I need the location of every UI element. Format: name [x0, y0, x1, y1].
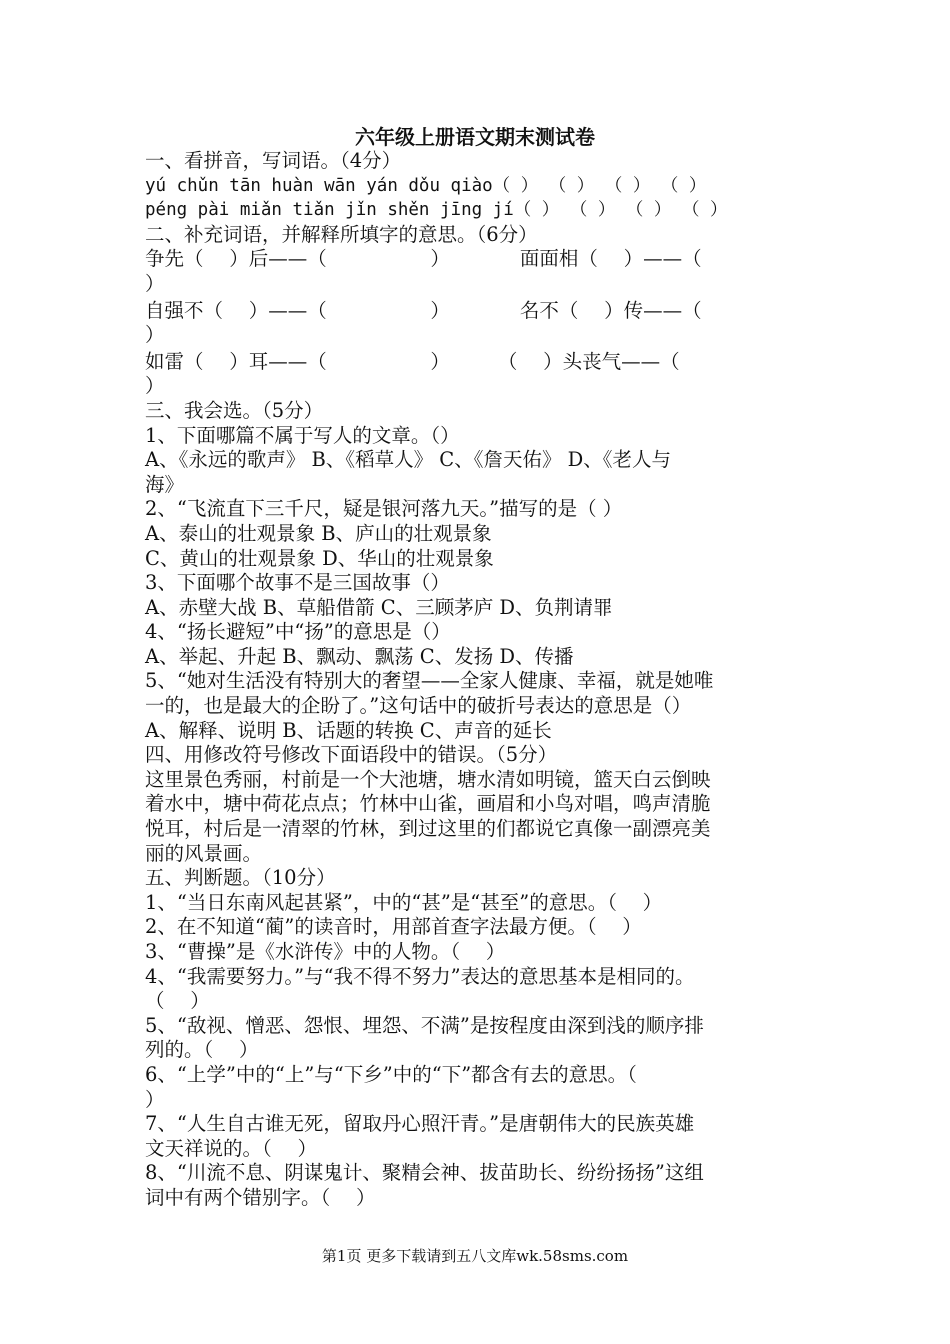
judgment-item: 1、“当日东南风起甚紧”，中的“甚”是“甚至”的意思。（ ） — [145, 890, 663, 914]
question: 1、下面哪篇不属于写人的文章。（） — [145, 423, 460, 447]
question-options: A、赤壁大战 B、草船借箭 C、三顾茅庐 D、负荆请罪 — [145, 595, 613, 619]
judgment-item: 词中有两个错别字。（ ） — [145, 1185, 376, 1209]
question: 4、“扬长避短”中“扬”的意思是（） — [145, 620, 451, 644]
question-options: A、解释、说明 B、话题的转换 C、声音的延长 — [145, 718, 552, 742]
fill-in-continuation: ） — [145, 374, 165, 398]
question: 3、下面哪个故事不是三国故事（） — [145, 571, 450, 595]
judgment-item: 4、“我需要努力。”与“我不得不努力”表达的意思基本是相同的。 — [145, 964, 695, 988]
page-title: 六年级上册语文期末测试卷 — [355, 125, 595, 149]
judgment-item: （ ） — [145, 989, 210, 1013]
fill-in-item — [145, 299, 813, 324]
judgment-item: 6、“上学”中的“上”与“下乡”中的“下”都含有去的意思。（ — [145, 1062, 637, 1086]
section-heading: 一、看拼音，写词语。（4分） — [145, 149, 402, 172]
passage-line: 悦耳，村后是一清翠的竹林，到过这里的们都说它真像一副漂亮美 — [145, 817, 711, 841]
fill-in-right: （ ）头丧气——（ — [497, 349, 680, 373]
question-options: A、《永远的歌声》 B、《稻草人》 C、《詹天佑》 D、《老人与 — [145, 448, 672, 472]
fill-in-left: 如雷（ ）耳——（ ） — [145, 349, 450, 373]
fill-in-item — [145, 350, 813, 375]
passage-line: 丽的风景画。 — [145, 841, 263, 865]
question-options: 海》 — [145, 472, 185, 496]
question-options: C、黄山的壮观景象 D、华山的壮观景象 — [145, 546, 494, 570]
fill-in-left: 争先（ ）后——（ ） — [145, 247, 450, 271]
section-heading: 二、补充词语，并解释所填字的意思。（6分） — [145, 222, 538, 246]
judgment-item: 2、在不知道“蔺”的读音时，用部首查字法最方便。（ ） — [145, 915, 642, 939]
judgment-item: ） — [145, 1087, 165, 1111]
judgment-item: 文天祥说的。（ ） — [145, 1136, 317, 1160]
fill-in-left: 自强不（ ）——（ ） — [145, 298, 450, 322]
page-footer: 第1页 更多下载请到五八文库wk.58sms.com — [321, 1247, 629, 1265]
section-heading: 三、我会选。（5分） — [145, 398, 324, 422]
judgment-item: 列的。（ ） — [145, 1038, 259, 1062]
pinyin-row: péng pài miǎn tiǎn jǐn shěn jīng jí（ ） （ ） （ ） （ ） — [145, 200, 728, 221]
fill-in-continuation: ） — [145, 323, 165, 347]
section-heading: 五、判断题。（10分） — [145, 866, 336, 890]
document-body — [145, 149, 813, 1211]
pinyin-row: yú chǔn tān huàn wān yán dǒu qiào（ ） （ ） （ ） （ ） — [145, 175, 707, 196]
fill-in-item — [145, 247, 813, 272]
judgment-item: 3、“曹操”是《水浒传》中的人物。（ ） — [145, 940, 506, 963]
section-heading: 四、用修改符号修改下面语段中的错误。（5分） — [145, 743, 558, 767]
question: 2、“飞流直下三千尺，疑是银河落九天。”描写的是（ ） — [145, 497, 623, 521]
question: 一的，也是最大的企盼了。”这句话中的破折号表达的意思是（） — [145, 694, 692, 718]
fill-in-continuation: ） — [145, 271, 165, 295]
judgment-item: 5、“敌视、憎恶、怨恨、埋怨、不满”是按程度由深到浅的顺序排 — [145, 1013, 704, 1037]
judgment-item: 8、“川流不息、阴谋鬼计、聚精会神、拔苗助长、纷纷扬扬”这组 — [145, 1161, 704, 1185]
passage-line: 着水中，塘中荷花点点；竹林中山雀，画眉和小鸟对唱，鸣声清脆 — [145, 792, 711, 816]
fill-in-right: 名不（ ）传——（ — [519, 298, 702, 322]
passage-line: 这里景色秀丽，村前是一个大池塘，塘水清如明镜，篮天白云倒映 — [145, 767, 711, 791]
question: 5、“她对生活没有特别大的奢望——全家人健康、幸福，就是她唯 — [145, 669, 714, 693]
fill-in-right: 面面相（ ）——（ — [519, 247, 702, 271]
judgment-item: 7、“人生自古谁无死，留取丹心照汗青。”是唐朝伟大的民族英雄 — [145, 1112, 695, 1136]
question-options: A、泰山的壮观景象 B、庐山的壮观景象 — [145, 521, 492, 545]
question-options: A、举起、升起 B、飘动、飘荡 C、发扬 D、传播 — [145, 644, 574, 668]
